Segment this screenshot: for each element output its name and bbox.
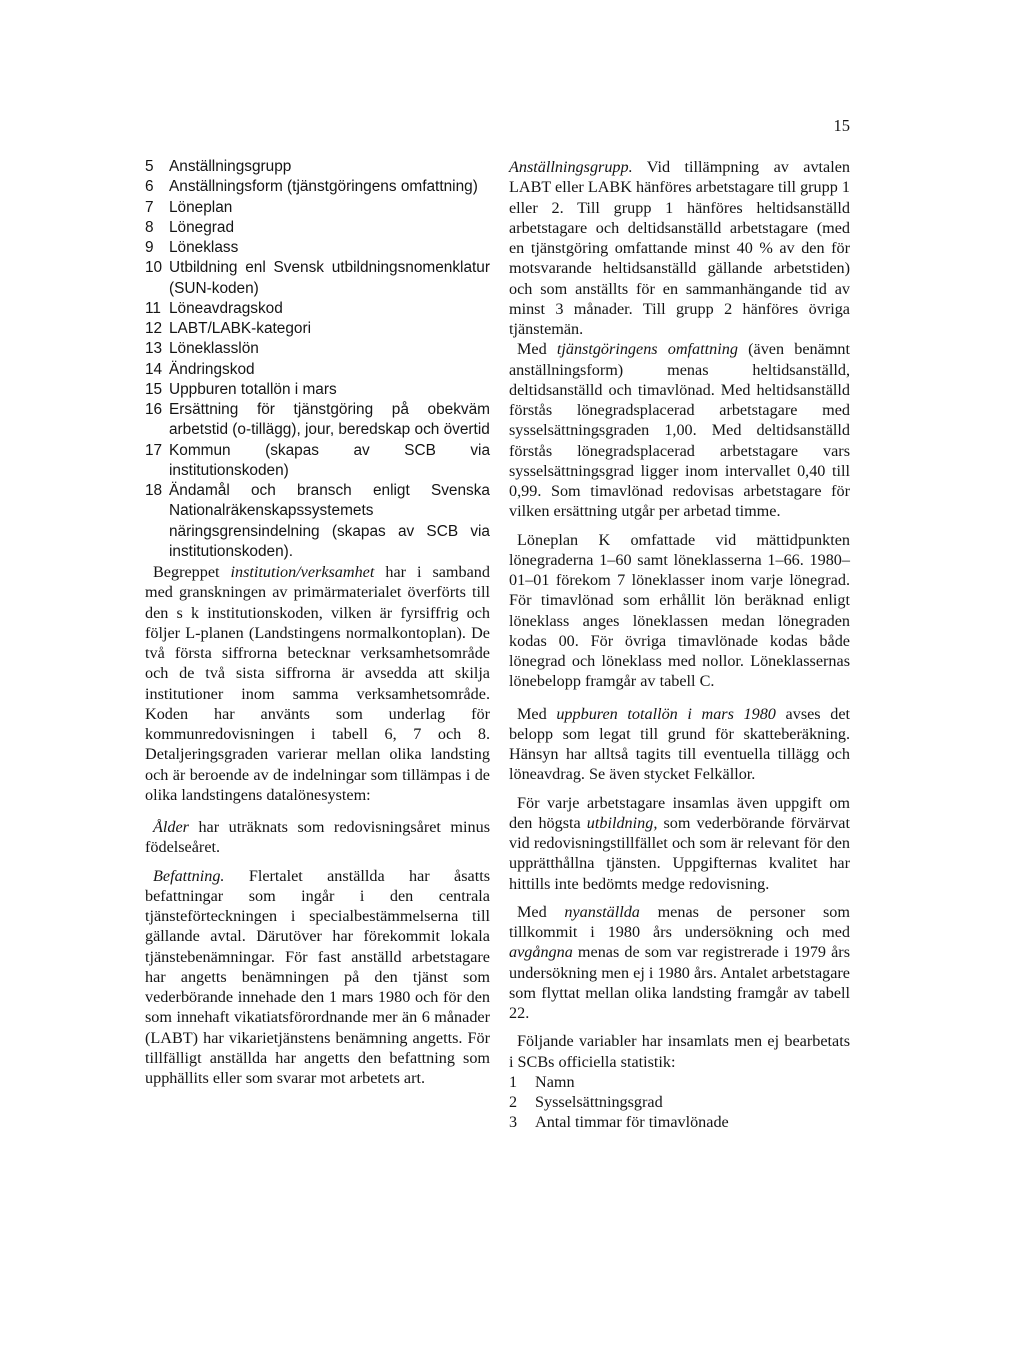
list-text: Ersättning för tjänstgöring på obekväm arbetstid (o-tillägg), jour, beredskap och övertid — [169, 401, 490, 439]
paragraph-institution — [145, 562, 490, 805]
term-nyanstallda: nyanställda — [564, 902, 640, 921]
list-number: 13 — [145, 340, 163, 358]
term-omfattning: tjänstgöringens omfattning — [556, 340, 738, 359]
list-number: 2 — [509, 1093, 518, 1111]
paragraph-anstallningsgrupp — [509, 157, 850, 339]
list-number: 17 — [145, 441, 163, 459]
left-column — [145, 157, 490, 1088]
list-text: Anställningsform (tjänstgöringens omfattning) — [169, 178, 478, 196]
page-number: 15 — [833, 116, 850, 135]
list-item — [145, 177, 490, 197]
list-item — [145, 299, 490, 319]
list-text: Namn — [535, 1072, 575, 1091]
list-text: Antal timmar för timavlönade — [535, 1113, 729, 1132]
paragraph-foljande: Följande variabler har insamlats men ej bearbetats i SCBs officiella statistik: — [509, 1032, 850, 1071]
list-number: 7 — [145, 198, 154, 216]
paragraph-loneplan: Löneplan K omfattade vid mättidpunkten lönegraderna 1–60 samt löneklasserna 1–66. 1980–01–01 förekom 7 löneklasser inom varje lönegrad. För timavlönad som erhållit lön beräknad enligt löneklass anges löneklassen medan lönegraden kodas 00. För övriga timavlönade kodas både lönegrad och löneklass med nollor. Löneklassernas lönebelopp framgår av tabell C. — [509, 530, 850, 691]
list-number: 15 — [145, 380, 163, 398]
right-column — [509, 157, 850, 1133]
list-item — [145, 481, 490, 562]
paragraph-nyanstallda — [509, 902, 850, 1024]
list-text: Ändamål och bransch enligt Svenska Nationalräkenskapssystemets näringsgrensindelning (skapas av SCB via institutionskoden). — [169, 482, 490, 560]
list-text: Kommun (skapas av SCB via institutionskoden) — [169, 441, 490, 479]
text-run: Med — [517, 340, 557, 359]
term-totallon: uppburen totallön i mars 1980 — [556, 704, 776, 723]
paragraph-utbildning — [509, 793, 850, 894]
term-anstallningsgrupp: Anställningsgrupp. — [509, 158, 633, 176]
list-text: Ändringskod — [169, 360, 255, 378]
extra-variable-list — [509, 1072, 850, 1133]
list-item — [145, 400, 490, 441]
text-run: Med — [517, 704, 557, 723]
paragraph-alder — [145, 817, 490, 858]
list-item — [145, 238, 490, 258]
list-text: Lönegrad — [169, 218, 235, 236]
list-item — [145, 198, 490, 218]
list-text: Anställningsgrupp — [169, 158, 292, 175]
list-item — [509, 1072, 850, 1092]
paragraph-befattning — [145, 866, 490, 1089]
text-run: menas de personer som tillkommit i 1980 års undersökning och med — [509, 902, 850, 941]
list-text: Uppburen totallön i mars — [169, 380, 337, 398]
list-item — [145, 380, 490, 400]
list-number: 18 — [145, 482, 163, 499]
term-befattning: Befattning. — [153, 866, 225, 885]
list-text: LABT/LABK-kategori — [169, 320, 312, 337]
list-number: 8 — [145, 218, 154, 236]
list-item — [145, 258, 490, 299]
list-item — [509, 1092, 850, 1112]
list-number: 5 — [145, 158, 154, 175]
paragraph-omfattning — [509, 339, 850, 521]
term-utbildning: utbildning, — [586, 813, 658, 832]
list-item — [145, 360, 490, 380]
text-run: Begreppet — [153, 563, 231, 581]
list-text: Utbildning enl Svensk utbildningsnomenklatur (SUN-koden) — [169, 259, 490, 297]
list-item — [145, 319, 490, 339]
list-number: 14 — [145, 360, 163, 378]
text-run: avses det belopp som legat till grund för skatteberäkning. Hänsyn har alltså tagits till eventuella tillägg och löneavdrag. Se även stycket Felkällor. — [509, 704, 851, 784]
list-number: 1 — [509, 1072, 518, 1091]
list-text: Löneklasslön — [169, 340, 259, 358]
list-item — [145, 218, 490, 238]
list-item — [145, 441, 490, 482]
text-run: (även benämnt anställningsform) menas heltidsanställd, deltidsanställd och timavlönad. Med heltidsanställd förstås lönegradsplacerad arbetstagare med sysselsättningsgraden 1,00. Med deltidsanställd förstås lönegradsplacerad arbetstagare vars sysselsättningsgrad ligger inom intervallet 0,40 till 0,99. Som timavlönad redovisas arbetstagare för vilken ersättning utgår per arbetad timme. — [509, 340, 850, 521]
text-run: Vid tillämpning av avtalen LABT eller LABK hänföres arbetstagare till grupp 1 eller 2. Till grupp 1 hänföres heltidsanställd arbetstagare och deltidsanställd arbetstagare (med en tjänstgöring omfattande minst 40 % av den för motsvarande heltidsanställd gällande arbetstiden) och som anställts för en sammanhängande tid av minst 3 månader. Till grupp 2 hänföres övriga tjänstemän. — [509, 158, 850, 338]
list-number: 6 — [145, 178, 154, 196]
text-run: har uträknats som redovisningsåret minus födelseåret. — [145, 818, 490, 857]
term-avgangna: avgångna — [509, 943, 573, 962]
list-number: 9 — [145, 239, 154, 256]
list-text: Löneavdragskod — [169, 299, 283, 317]
list-number: 3 — [509, 1113, 518, 1132]
list-number: 10 — [145, 259, 163, 277]
paragraph-totallon — [509, 704, 850, 785]
text-run: För varje arbetstagare insamlas även uppgift om den högsta — [509, 793, 850, 832]
list-text: Löneplan — [169, 198, 233, 216]
text-run: har i samband med granskningen av primärmaterialet överförts till den s k institutionskoden, vilken är fyrsiffrig och följer L-planen (Landstingens normalkontoplan). De två första siffrorna betecknar verksamhetsområde och de två sista siffrorna är avsedda att skilja institutioner inom samma verksamhetsområde. Koden har använts som underlag för kommunredovisningen i tabell 6, 7 och 8. Detaljeringsgraden varierar mellan olika landsting och är beroende av de indelningar som tillämpas i de olika landstingens datalönesystem: — [145, 563, 490, 804]
list-text: Löneklass — [169, 239, 239, 256]
text-run: Med — [517, 902, 565, 921]
list-number: 16 — [145, 401, 163, 418]
list-text: Sysselsättningsgrad — [535, 1093, 663, 1111]
text-run: som vederbörande förvärvat vid redovisningstillfället och som är relevant för den upprätthållna tjänsten. Uppgifternas kvalitet har hittills inte bedömts medge redovisning. — [509, 813, 850, 893]
list-number: 12 — [145, 320, 163, 337]
text-run: menas de som var registrerade i 1979 års undersökning men ej i 1980 års. Antalet arbetstagare som flyttat mellan olika landsting framgår av tabell 22. — [509, 943, 850, 1022]
list-item — [145, 339, 490, 359]
list-item — [509, 1112, 850, 1132]
term-alder: Ålder — [153, 818, 189, 836]
list-number: 11 — [145, 299, 161, 317]
list-item — [145, 157, 490, 177]
text-run: Flertalet anställda har åsatts befattningar som ingår i den centrala tjänsteförteckningen i specialbestämmelserna till gällande avtal. Därutöver har förekommit lokala tjänstebenämningar. För fast anställd arbetstagare har angetts benämningen på den tjänst som vederbörande innehade den 1 mars 1980 och för den som innehaft vikatiatsförordnande mer än 6 månader (LABT) har vikarietjänstens benämning angetts. För tillfälligt anställda har angetts den befattning som upphällits eller som svarar mot arbetets art. — [145, 866, 490, 1087]
term-institution: institution/verksamhet — [230, 563, 375, 581]
variable-list — [145, 157, 490, 562]
